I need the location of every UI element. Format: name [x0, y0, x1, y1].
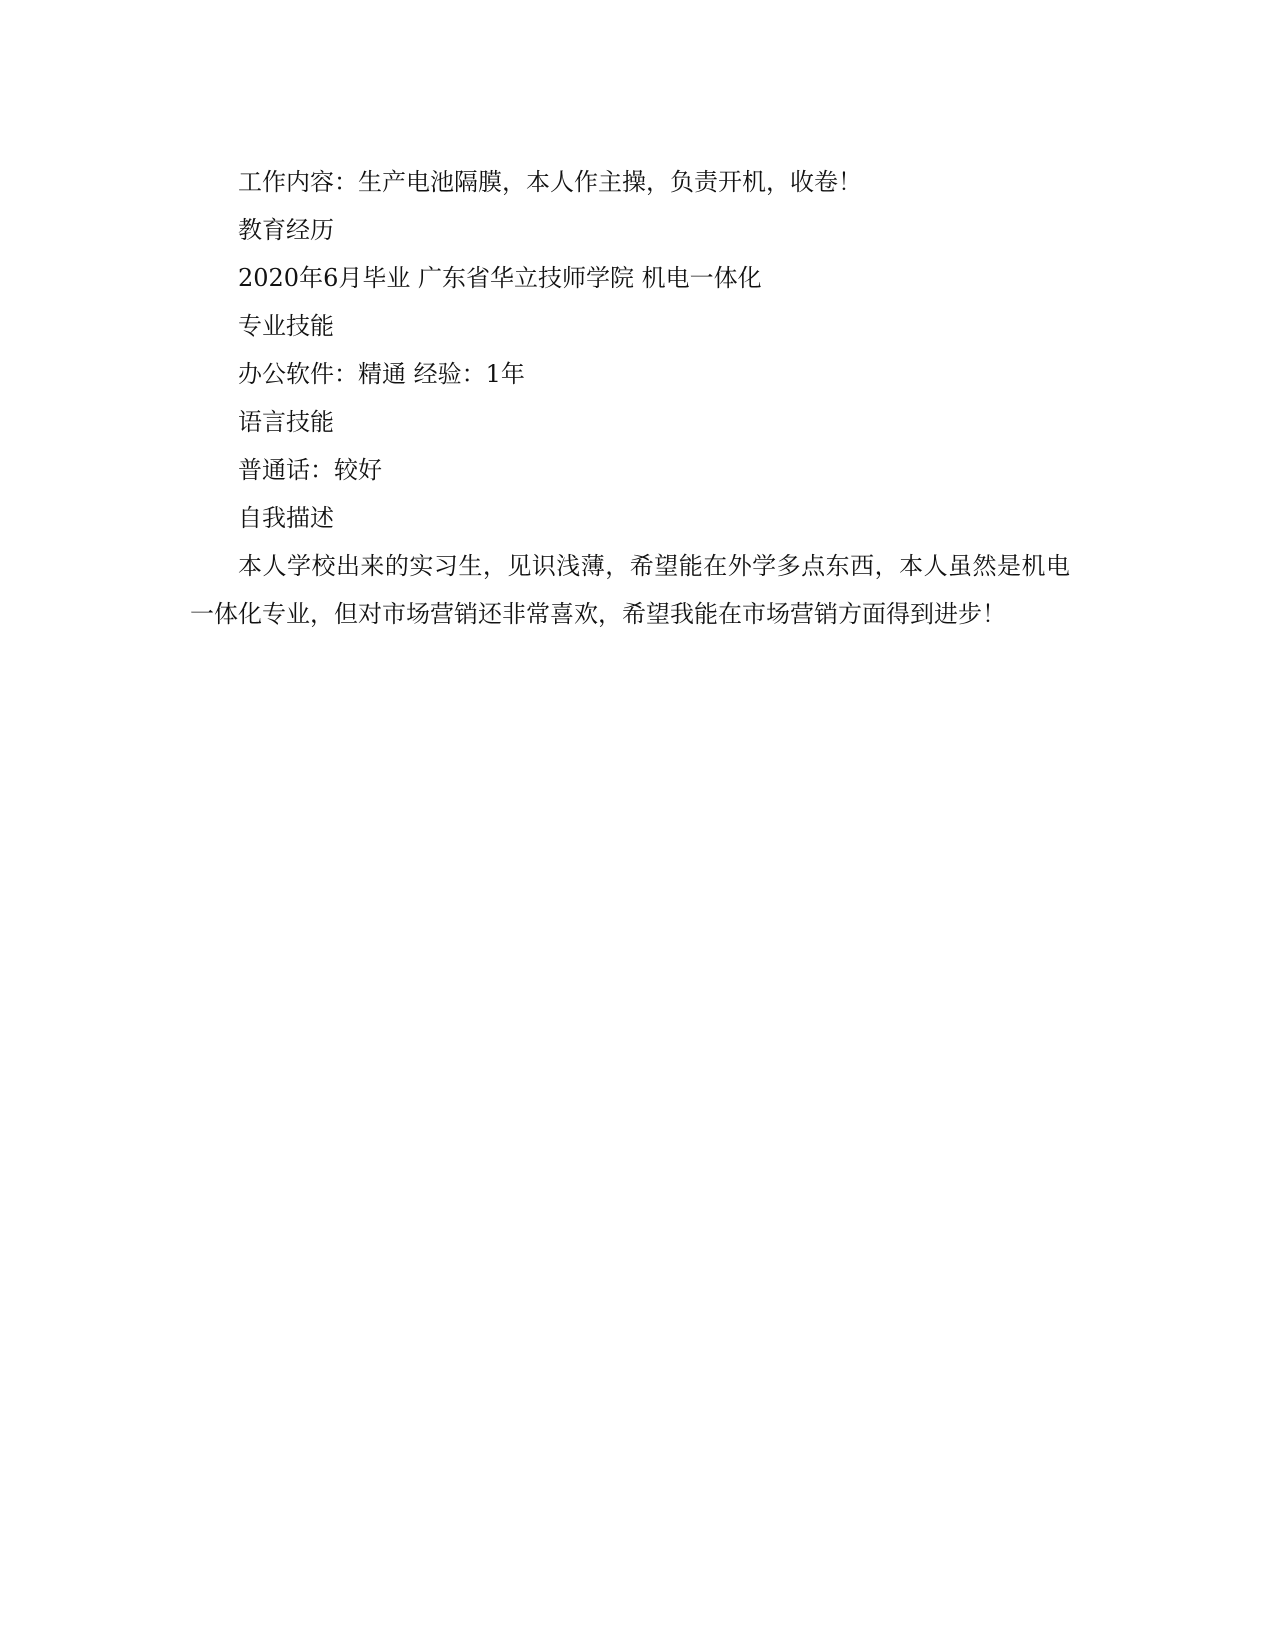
skills-heading: 专业技能	[238, 312, 334, 340]
self-description-heading: 自我描述	[238, 504, 334, 532]
work-content-line: 工作内容：生产电池隔膜，本人作主操，负责开机，收卷！	[238, 168, 862, 196]
education-heading: 教育经历	[238, 216, 334, 244]
education-entry: 2020年6月毕业 广东省华立技师学院 机电一体化	[238, 264, 762, 292]
language-heading: 语言技能	[238, 408, 334, 436]
document-content	[190, 158, 1070, 638]
skills-entry: 办公软件：精通 经验：1年	[238, 360, 525, 388]
self-description-text: 本人学校出来的实习生，见识浅薄，希望能在外学多点东西，本人虽然是机电一体化专业，但对市场营销还非常喜欢，希望我能在市场营销方面得到进步！	[190, 552, 1070, 628]
language-entry: 普通话：较好	[238, 456, 382, 484]
